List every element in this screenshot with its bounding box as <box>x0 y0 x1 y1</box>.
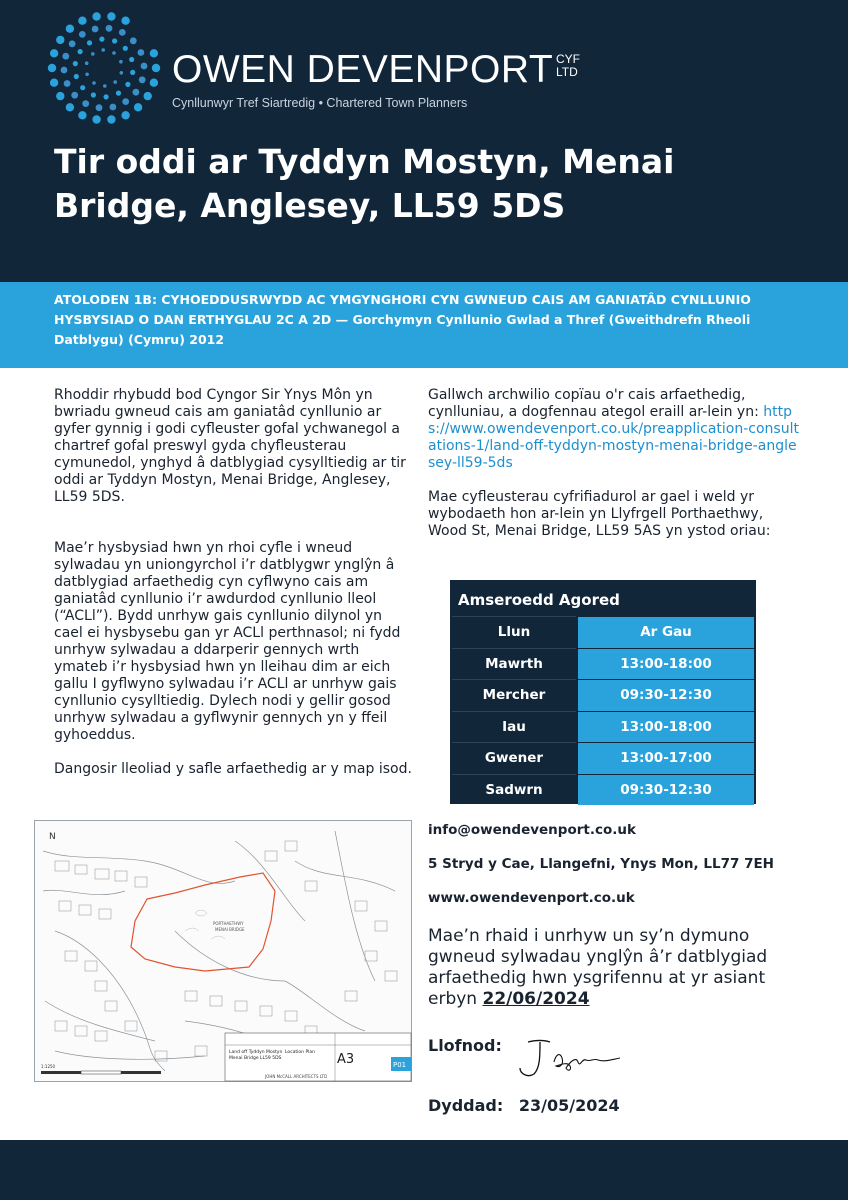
company-logo-icon <box>44 6 164 126</box>
north-arrow-label: N <box>49 832 56 842</box>
site-label-2: MENAI BRIDGE <box>215 927 245 932</box>
hours-day: Gwener <box>452 742 576 774</box>
inspect-paragraph <box>428 387 800 472</box>
title-block-line-1: Land off Tyddyn Mostyn <box>229 1050 283 1055</box>
site-boundary <box>131 873 275 971</box>
hours-time: 13:00-17:00 <box>578 742 754 774</box>
hours-time: Ar Gau <box>578 616 754 648</box>
hours-day: Iau <box>452 711 576 743</box>
hours-row <box>452 774 754 806</box>
library-paragraph: Mae cyfleusterau cyfrifiadurol ar gael i weld yr wybodaeth hon ar-lein yn Llyfrgell Porthaethwy, Wood St, Menai Bridge, LL59 5AS yn ystod oriau: <box>428 489 771 539</box>
brand-suffix <box>556 53 580 79</box>
hours-time: 13:00-18:00 <box>578 711 754 743</box>
title-block-line-2: Menai Bridge LL59 5DS <box>229 1056 282 1061</box>
hours-time: 09:30-12:30 <box>578 679 754 711</box>
opening-hours-table <box>450 580 756 804</box>
right-column <box>428 387 800 540</box>
scale-label: 1:1250 <box>41 1064 56 1069</box>
date-line <box>428 1096 620 1115</box>
inspect-text: Gallwch archwilio copïau o'r cais arfaethedig, cynlluniau, a dogfennau ategol eraill ar-lein yn: <box>428 387 759 420</box>
footer-bar <box>0 1140 848 1200</box>
brand-suffix-ltd: LTD <box>556 65 578 79</box>
left-column <box>54 387 414 778</box>
deadline-date: 22/06/2024 <box>482 989 590 1009</box>
contact-address: 5 Stryd y Cae, Llangefni, Ynys Mon, LL77 7EH <box>428 856 774 872</box>
contact-email[interactable]: info@owendevenport.co.uk <box>428 822 636 838</box>
signature-label: Llofnod: <box>428 1036 502 1055</box>
tagline: Cynllunwyr Tref Siartredig • Chartered Town Planners <box>172 96 468 110</box>
hours-day: Mercher <box>452 679 576 711</box>
date-value: 23/05/2024 <box>518 1096 620 1115</box>
title-block-line-3: Location Plan <box>285 1050 316 1055</box>
hours-row <box>452 616 754 648</box>
site-label-1: PORTHAETHWY <box>213 921 244 926</box>
deadline-text: Mae’n rhaid i unrhyw un sy’n dymuno gwneud sylwadau ynglŷn â’r datblygiad arfaethedig hwn ysgrifennu at yr asiant erbyn <box>428 926 768 1009</box>
hours-day: Llun <box>452 616 576 648</box>
sheet-size: A3 <box>337 1052 355 1067</box>
notice-paragraph-2: Mae’r hysbysiad hwn yn rhoi cyfle i wneud sylwadau yn uniongyrchol i’r datblygwr ynglŷn â datblygiad arfaethedig cyn cyflwyno cais am ganiatâd cynllunio i’r awdurdod cynllunio lleol (“ACLl”). Bydd unrhyw gais cynllunio dilynol yn cael ei hysbysebu gan yr ACLl perthnasol; ni fydd unrhyw sylwadau a ddarperir gennych wrth ymateb i’r hysbysiad hwn yn lleihau dim ar eich gallu I gyflwyno sylwadau i’r ACLl ar unrhyw gais cynllunio cysylltiedig. Dylech nodi y gellir gosod unrhyw sylwadau a gyflwynir gennych yn y ffeil gyhoeddus. <box>54 540 401 743</box>
hours-time: 13:00-18:00 <box>578 648 754 680</box>
hours-row <box>452 648 754 680</box>
hours-day: Mawrth <box>452 648 576 680</box>
contact-website[interactable]: www.owendevenport.co.uk <box>428 890 635 906</box>
location-plan-drawing <box>35 821 413 1083</box>
scale-bar <box>41 1064 161 1074</box>
signature-image <box>510 1028 630 1088</box>
deadline-paragraph <box>428 926 808 1010</box>
architect-firm: JOHN McCALL ARCHITECTS LTD <box>265 1074 328 1079</box>
location-map <box>34 820 412 1082</box>
notice-paragraph-3: Dangosir lleoliad y safle arfaethedig ar y map isod. <box>54 761 412 777</box>
header <box>0 0 848 282</box>
hours-row <box>452 742 754 774</box>
brand-suffix-cyf: CYF <box>556 52 580 66</box>
hours-row <box>452 711 754 743</box>
page-title: Tir oddi ar Tyddyn Mostyn, Menai Bridge, Anglesey, LL59 5DS <box>54 142 675 225</box>
hours-row <box>452 679 754 711</box>
hours-day: Sadwrn <box>452 774 576 806</box>
brand-name: OWEN DEVENPORT <box>172 48 554 91</box>
revision-badge: P01 <box>393 1061 407 1069</box>
notice-paragraph-1: Rhoddir rhybudd bod Cyngor Sir Ynys Môn yn bwriadu gwneud cais am ganiatâd cynllunio ar gyfer gynnig i godi cyfleuster gofal ychwanegol a chartref gofal preswyl gyda chyfleusterau cymunedol, ynghyd â datblygiad cysylltiedig ar tir oddi ar Tyddyn Mostyn, Menai Bridge, Anglesey, LL59 5DS. <box>54 387 406 505</box>
hours-time: 09:30-12:30 <box>578 774 754 806</box>
date-label: Dyddad: <box>428 1096 504 1115</box>
consultation-link[interactable]: https://www.owendevenport.co.uk/preapplication-consultations-1/land-off-tyddyn-mostyn-menai-bridge-anglesey-ll59-5ds <box>428 404 799 471</box>
opening-hours-title: Amseroedd Agored <box>458 591 620 609</box>
title-block <box>225 1033 411 1081</box>
notice-band: ATOLODEN 1B: CYHOEDDUSRWYDD AC YMGYNGHORI CYN GWNEUD CAIS AM GANIATÂD CYNLLUNIO HYSBYSIAD O DAN ERTHYGLAU 2C A 2D — Gorchymyn Cynllunio Gwlad a Thref (Gweithdrefn Rheoli Datblygu) (Cymru) 2012 <box>0 282 848 368</box>
